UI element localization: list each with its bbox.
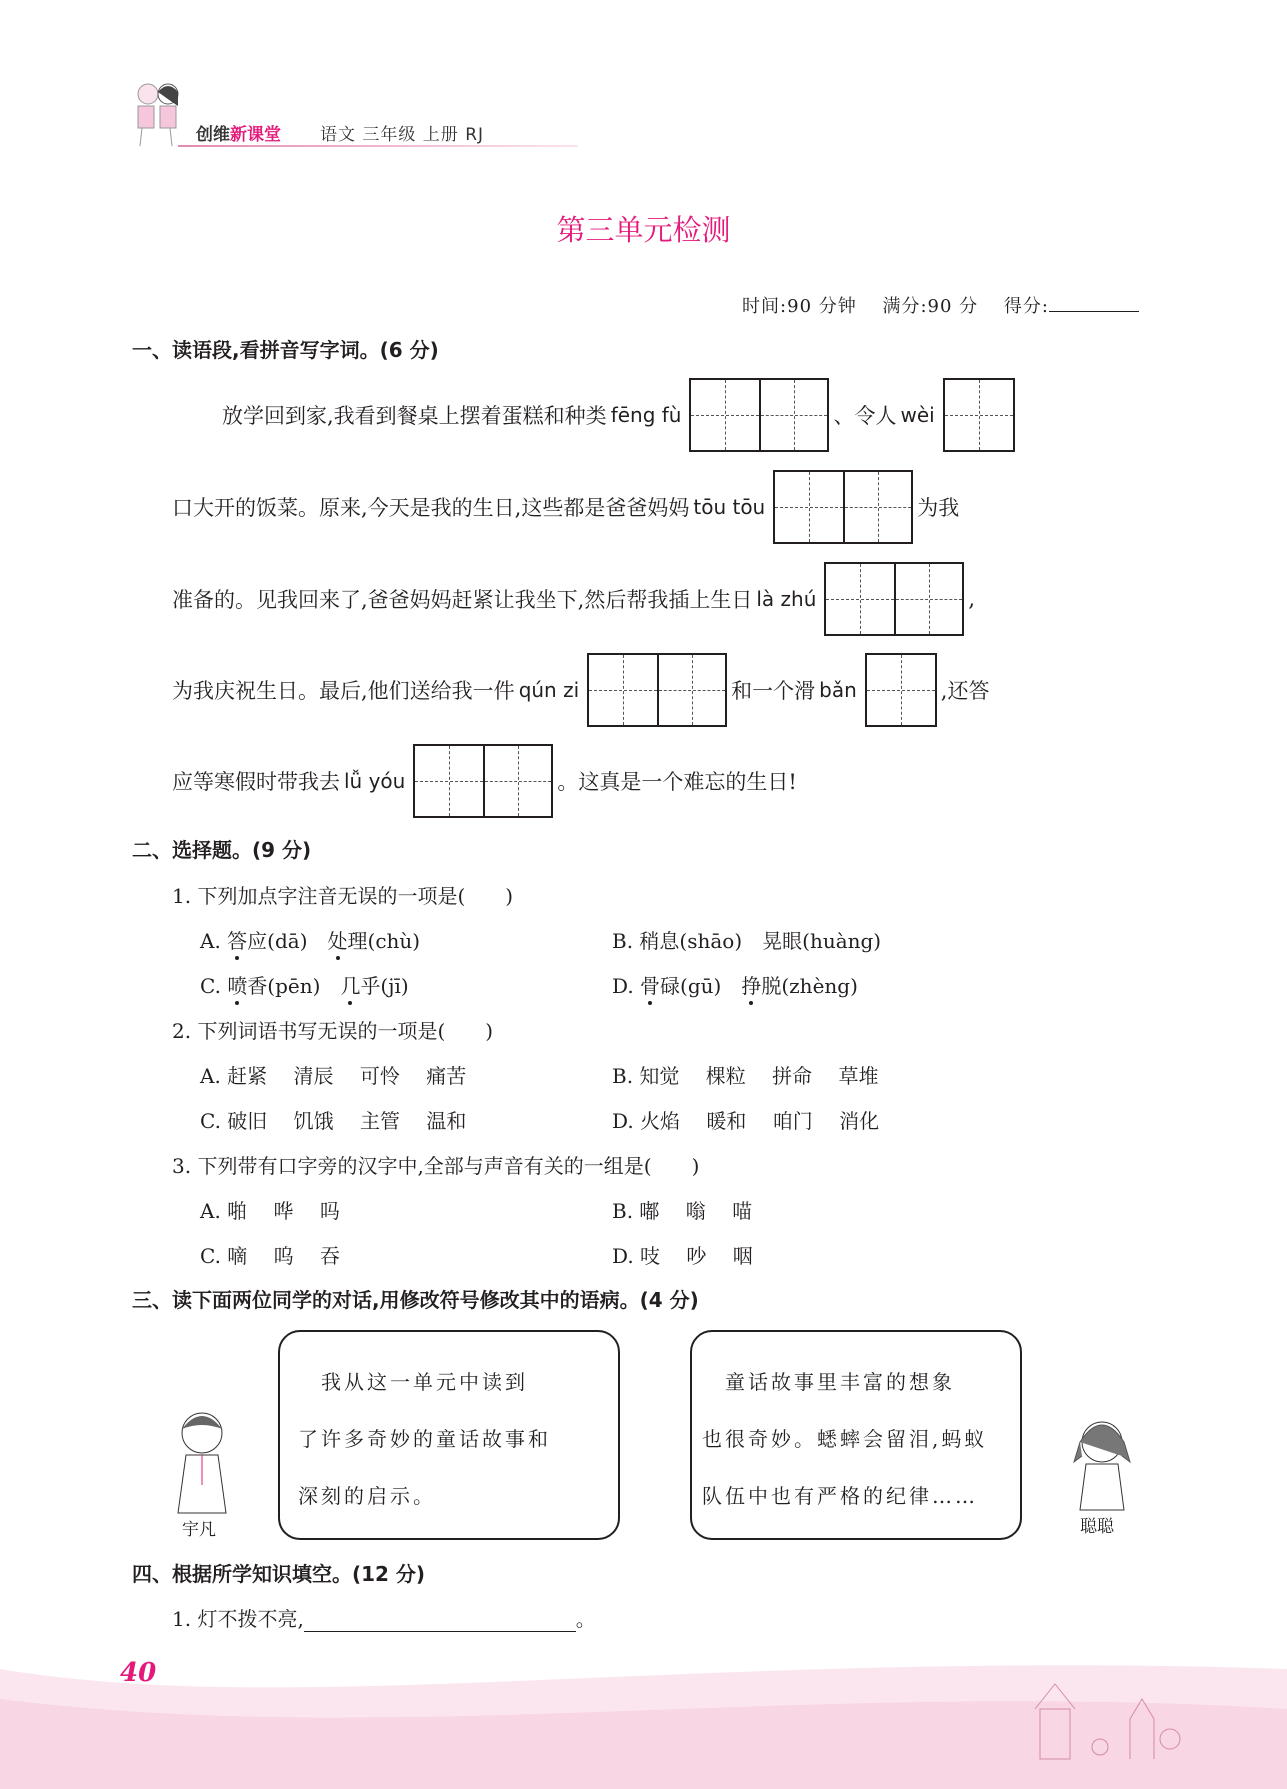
section2-heading: 二、选择题。(9 分) bbox=[132, 838, 312, 862]
book-subtitle: 语文 三年级 上册 RJ bbox=[320, 125, 485, 145]
question-stem: 1. 下列加点字注音无误的一项是( ) bbox=[172, 884, 514, 908]
option-c[interactable]: C. 喷香(pēn) 几乎(jī) bbox=[200, 974, 409, 998]
option-d[interactable]: D. 吱 吵 咽 bbox=[612, 1244, 753, 1268]
footer-wave-decoration bbox=[0, 1629, 1287, 1789]
option-b[interactable]: B. 知觉 棵粒 拼命 草堆 bbox=[612, 1064, 879, 1088]
answer-boxes[interactable] bbox=[943, 378, 1015, 452]
fill-in-question: 1. 灯不拨不亮, 。 bbox=[172, 1607, 596, 1631]
score-blank[interactable] bbox=[1049, 311, 1139, 312]
page-header bbox=[128, 80, 548, 150]
answer-boxes[interactable] bbox=[587, 653, 727, 727]
page-title: 第三单元检测 bbox=[556, 213, 731, 247]
answer-boxes[interactable] bbox=[413, 744, 553, 818]
answer-boxes[interactable] bbox=[865, 653, 937, 727]
option-d[interactable]: D. 火焰 暖和 咱门 消化 bbox=[612, 1109, 880, 1133]
header-rule bbox=[178, 145, 578, 147]
section1-heading: 一、读语段,看拼音写字词。(6 分) bbox=[132, 338, 439, 362]
boy-yufan-icon bbox=[172, 1405, 232, 1515]
passage-line: 应等寒假时带我去 lǚ yóu 。这真是一个难忘的生日! bbox=[172, 744, 797, 818]
option-a[interactable]: A. 赶紧 清辰 可怜 痛苦 bbox=[200, 1064, 467, 1088]
exam-meta: 时间:90 分钟 满分:90 分 得分: bbox=[742, 292, 1139, 318]
option-a[interactable]: A. 啪 哗 吗 bbox=[200, 1199, 340, 1223]
option-c[interactable]: C. 嘀 呜 吞 bbox=[200, 1244, 341, 1268]
answer-boxes[interactable] bbox=[824, 562, 964, 636]
cartoon-girls-icon bbox=[128, 80, 188, 150]
option-d[interactable]: D. 骨碌(gū) 挣脱(zhèng) bbox=[612, 974, 858, 998]
girl-congcong-icon bbox=[1062, 1412, 1142, 1512]
passage-line: 放学回到家,我看到餐桌上摆着蛋糕和种类 fēng fù 、令人 wèi bbox=[222, 378, 1019, 452]
option-b[interactable]: B. 嘟 嗡 喵 bbox=[612, 1199, 753, 1223]
option-a[interactable]: A. 答应(dā) 处理(chù) bbox=[200, 929, 421, 953]
passage-line: 准备的。见我回来了,爸爸妈妈赶紧让我坐下,然后帮我插上生日 là zhú , bbox=[172, 562, 975, 636]
speech-bubble-left: 我从这一单元中读到 了许多奇妙的童话故事和 深刻的启示。 bbox=[278, 1330, 620, 1540]
section3-heading: 三、读下面两位同学的对话,用修改符号修改其中的语病。(4 分) bbox=[132, 1288, 699, 1312]
option-c[interactable]: C. 破旧 饥饿 主管 温和 bbox=[200, 1109, 467, 1133]
brand-name: 创维新课堂 bbox=[196, 125, 281, 145]
question-stem: 3. 下列带有口字旁的汉字中,全部与声音有关的一组是( ) bbox=[172, 1154, 700, 1178]
speaker-name: 宇凡 bbox=[182, 1520, 216, 1540]
answer-boxes[interactable] bbox=[689, 378, 829, 452]
answer-boxes[interactable] bbox=[773, 470, 913, 544]
section4-heading: 四、根据所学知识填空。(12 分) bbox=[132, 1562, 426, 1586]
passage-line: 口大开的饭菜。原来,今天是我的生日,这些都是爸爸妈妈 tōu tōu 为我 bbox=[172, 470, 959, 544]
passage-line: 为我庆祝生日。最后,他们送给我一件 qún zi 和一个滑 bǎn ,还答 bbox=[172, 653, 989, 727]
option-b[interactable]: B. 稍息(shāo) 晃眼(huàng) bbox=[612, 929, 882, 953]
speaker-name: 聪聪 bbox=[1080, 1517, 1114, 1537]
speech-bubble-right: 童话故事里丰富的想象 也很奇妙。蟋蟀会留泪,蚂蚁 队伍中也有严格的纪律…… bbox=[690, 1330, 1022, 1540]
question-stem: 2. 下列词语书写无误的一项是( ) bbox=[172, 1019, 494, 1043]
page-number: 40 bbox=[120, 1658, 157, 1688]
